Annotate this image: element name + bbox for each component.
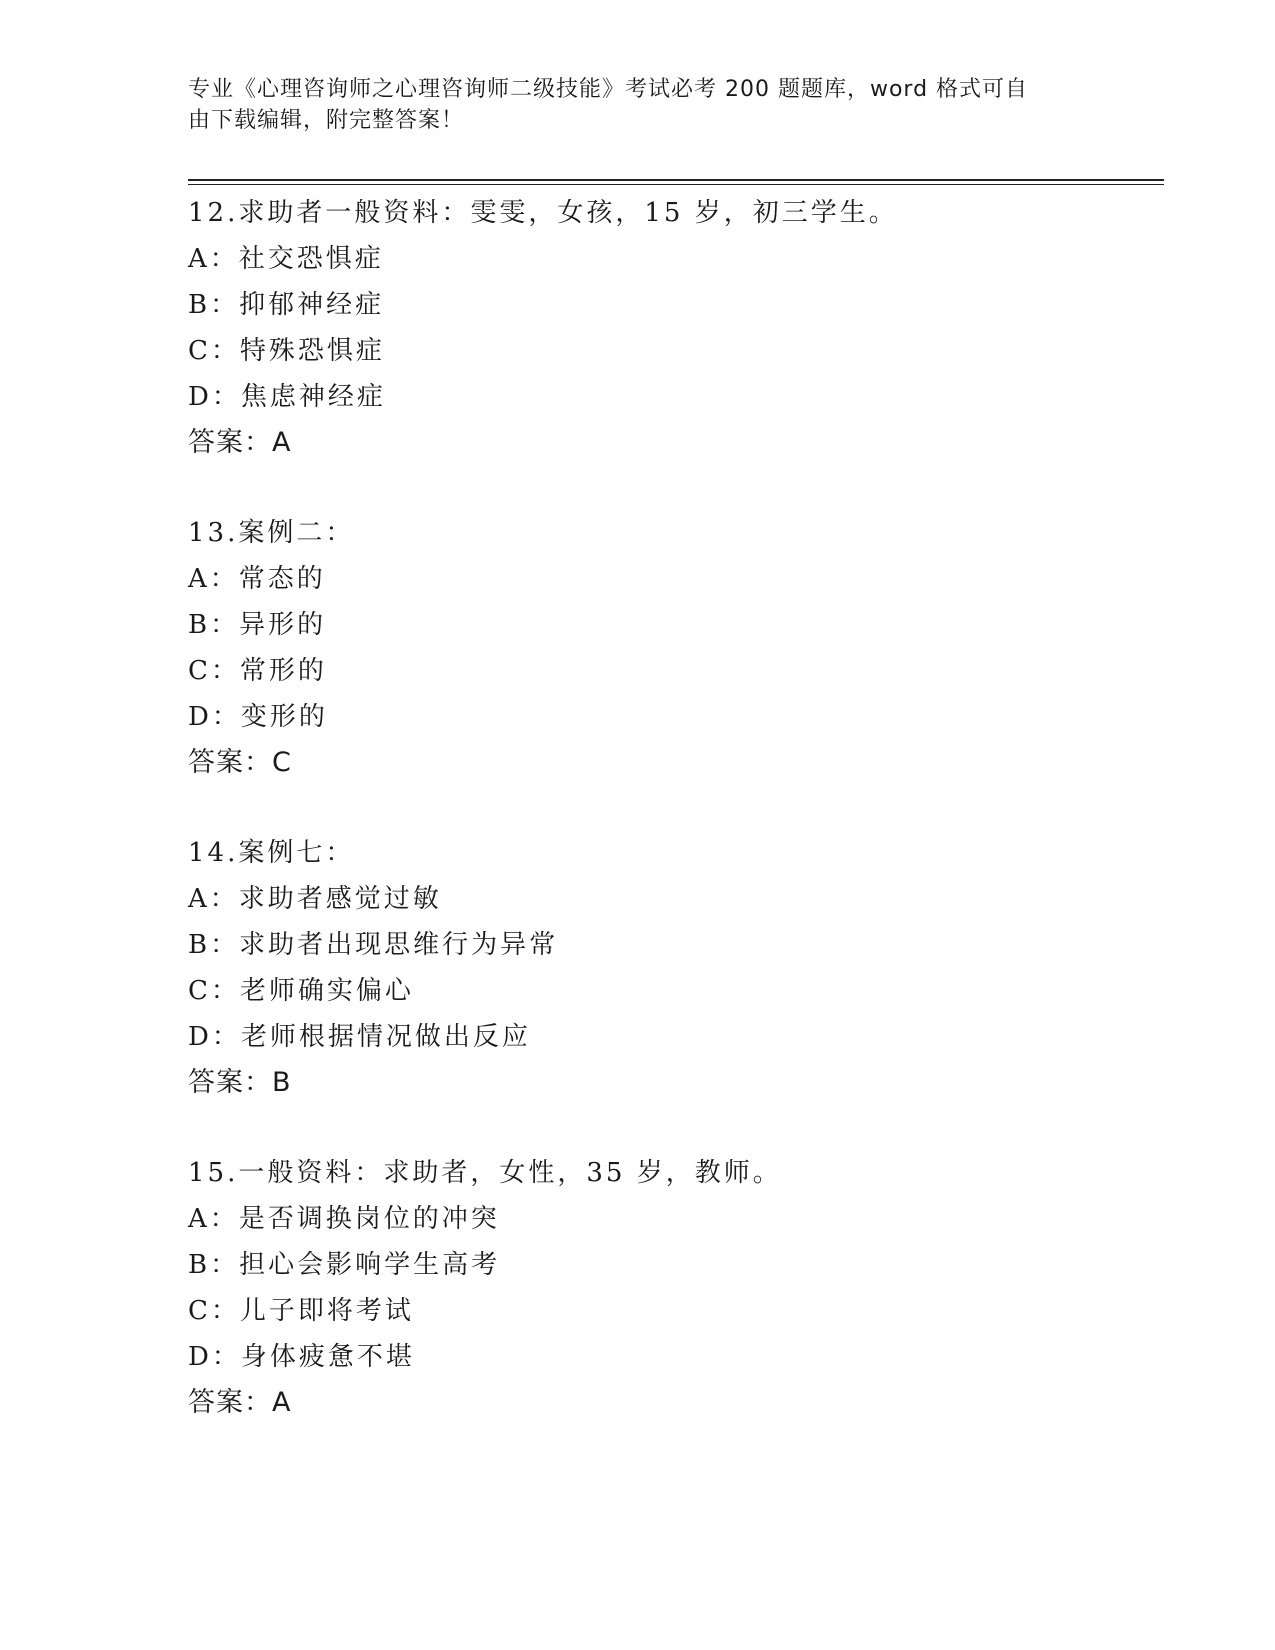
option-a: A：求助者感觉过敏 — [188, 884, 442, 914]
answer-text: 答案：A — [188, 427, 292, 458]
option-b: B：担心会影响学生高考 — [188, 1250, 501, 1280]
answer-text: 答案：C — [188, 747, 292, 778]
header-divider — [188, 179, 1164, 181]
option-a: A：社交恐惧症 — [188, 244, 384, 274]
document-header — [188, 74, 1088, 136]
question-stem: 15.一般资料：求助者，女性，35 岁，教师。 — [188, 1158, 782, 1188]
answer-text: 答案：B — [188, 1067, 292, 1098]
option-b: B：抑郁神经症 — [188, 290, 385, 320]
option-c: C：特殊恐惧症 — [188, 336, 385, 366]
question-15 — [188, 1150, 1164, 1426]
option-c: C：儿子即将考试 — [188, 1296, 414, 1326]
question-list — [188, 190, 1164, 1470]
option-d: D：老师根据情况做出反应 — [188, 1022, 531, 1052]
option-a: A：常态的 — [188, 564, 326, 594]
option-c: C：常形的 — [188, 656, 327, 686]
question-stem: 12.求助者一般资料：雯雯，女孩，15 岁，初三学生。 — [188, 198, 898, 228]
option-d: D：变形的 — [188, 702, 328, 732]
option-b: B：求助者出现思维行为异常 — [188, 930, 559, 960]
option-b: B：异形的 — [188, 610, 327, 640]
question-stem: 13.案例二： — [188, 518, 355, 548]
header-divider-thin — [188, 184, 1164, 185]
question-13 — [188, 510, 1164, 786]
question-12 — [188, 190, 1164, 466]
answer-text: 答案：A — [188, 1387, 292, 1418]
option-a: A：是否调换岗位的冲突 — [188, 1204, 500, 1234]
question-stem: 14.案例七： — [188, 838, 355, 868]
header-line-1: 专业《心理咨询师之心理咨询师二级技能》考试必考 200 题题库，word 格式可自 — [188, 77, 1029, 102]
option-c: C：老师确实偏心 — [188, 976, 414, 1006]
header-line-2: 由下载编辑，附完整答案！ — [188, 108, 465, 133]
option-d: D：焦虑神经症 — [188, 382, 386, 412]
question-14 — [188, 830, 1164, 1106]
option-d: D：身体疲惫不堪 — [188, 1342, 415, 1372]
